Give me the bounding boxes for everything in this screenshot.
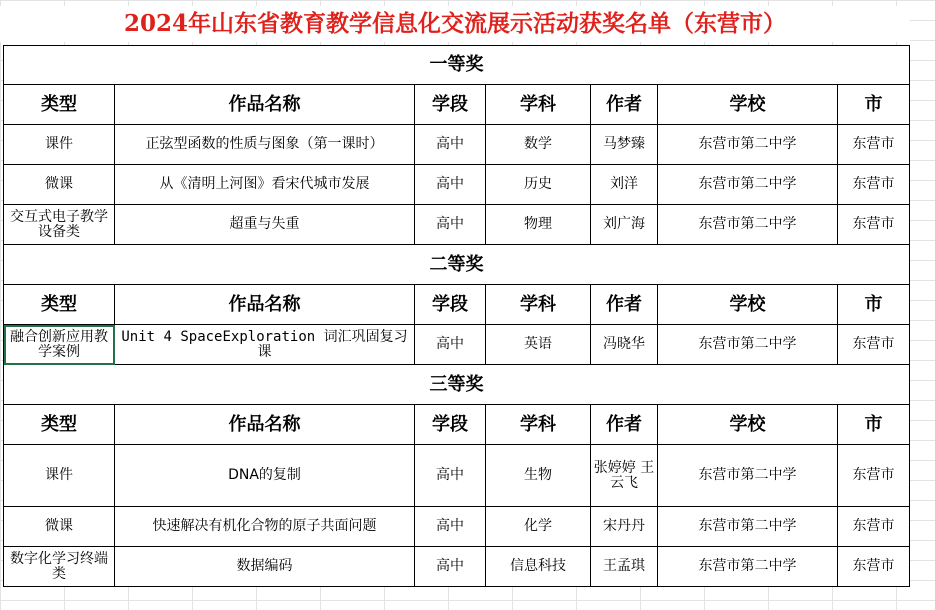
table-row: [4, 547, 910, 587]
table-row: [4, 125, 910, 165]
school-cell[interactable]: 东营市第二中学: [658, 125, 838, 165]
stage-cell[interactable]: 高中: [415, 165, 486, 205]
type-cell[interactable]: 交互式电子教学设备类: [4, 205, 115, 245]
column-header-stage[interactable]: 学段: [415, 405, 486, 445]
table-row: [4, 205, 910, 245]
prize-section-row: [4, 46, 910, 85]
work-name-cell[interactable]: Unit 4 SpaceExploration 词汇巩固复习课: [115, 325, 415, 365]
author-cell[interactable]: 马梦臻: [591, 125, 658, 165]
type-cell[interactable]: 数字化学习终端类: [4, 547, 115, 587]
prize-section-row: [4, 365, 910, 405]
subject-cell[interactable]: 英语: [486, 325, 591, 365]
author-cell[interactable]: 刘广海: [591, 205, 658, 245]
column-header-school[interactable]: 学校: [658, 85, 838, 125]
subject-cell[interactable]: 信息科技: [486, 547, 591, 587]
subject-cell[interactable]: 生物: [486, 445, 591, 507]
work-name-cell[interactable]: 数据编码: [115, 547, 415, 587]
column-header-row: [4, 85, 910, 125]
column-header-school[interactable]: 学校: [658, 405, 838, 445]
subject-cell[interactable]: 历史: [486, 165, 591, 205]
author-cell[interactable]: 刘洋: [591, 165, 658, 205]
school-cell[interactable]: 东营市第二中学: [658, 547, 838, 587]
type-cell[interactable]: 课件: [4, 445, 115, 507]
sheet-title: 2024年山东省教育教学信息化交流展示活动获奖名单（东营市）: [0, 6, 910, 42]
stage-cell[interactable]: 高中: [415, 325, 486, 365]
column-header-work-name[interactable]: 作品名称: [115, 405, 415, 445]
work-name-cell[interactable]: DNA的复制: [115, 445, 415, 507]
city-cell[interactable]: 东营市: [838, 165, 910, 205]
prize-level-label[interactable]: 三等奖: [4, 365, 910, 405]
stage-cell[interactable]: 高中: [415, 125, 486, 165]
column-header-work-name[interactable]: 作品名称: [115, 285, 415, 325]
stage-cell[interactable]: 高中: [415, 547, 486, 587]
column-header-type[interactable]: 类型: [4, 285, 115, 325]
subject-cell[interactable]: 物理: [486, 205, 591, 245]
stage-cell[interactable]: 高中: [415, 507, 486, 547]
column-header-subject[interactable]: 学科: [486, 85, 591, 125]
column-header-city[interactable]: 市: [838, 405, 910, 445]
work-name-cell[interactable]: 正弦型函数的性质与图象（第一课时）: [115, 125, 415, 165]
column-header-type[interactable]: 类型: [4, 405, 115, 445]
school-cell[interactable]: 东营市第二中学: [658, 205, 838, 245]
column-header-author[interactable]: 作者: [591, 85, 658, 125]
table-row: [4, 507, 910, 547]
prize-level-label[interactable]: 二等奖: [4, 245, 910, 285]
column-header-school[interactable]: 学校: [658, 285, 838, 325]
author-cell[interactable]: 冯晓华: [591, 325, 658, 365]
column-header-author[interactable]: 作者: [591, 405, 658, 445]
author-cell[interactable]: 张婷婷 王云飞: [591, 445, 658, 507]
school-cell[interactable]: 东营市第二中学: [658, 325, 838, 365]
school-cell[interactable]: 东营市第二中学: [658, 165, 838, 205]
stage-cell[interactable]: 高中: [415, 445, 486, 507]
awards-table: [3, 45, 910, 587]
city-cell[interactable]: 东营市: [838, 125, 910, 165]
column-header-city[interactable]: 市: [838, 85, 910, 125]
stage-cell[interactable]: 高中: [415, 205, 486, 245]
city-cell[interactable]: 东营市: [838, 507, 910, 547]
column-header-stage[interactable]: 学段: [415, 285, 486, 325]
type-cell[interactable]: 融合创新应用教学案例: [4, 325, 115, 365]
school-cell[interactable]: 东营市第二中学: [658, 445, 838, 507]
subject-cell[interactable]: 数学: [486, 125, 591, 165]
column-header-author[interactable]: 作者: [591, 285, 658, 325]
city-cell[interactable]: 东营市: [838, 325, 910, 365]
author-cell[interactable]: 王孟琪: [591, 547, 658, 587]
school-cell[interactable]: 东营市第二中学: [658, 507, 838, 547]
column-header-row: [4, 405, 910, 445]
table-row: [4, 325, 910, 365]
type-cell[interactable]: 课件: [4, 125, 115, 165]
table-row: [4, 445, 910, 507]
type-cell[interactable]: 微课: [4, 507, 115, 547]
table-row: [4, 165, 910, 205]
work-name-cell[interactable]: 从《清明上河图》看宋代城市发展: [115, 165, 415, 205]
column-header-stage[interactable]: 学段: [415, 85, 486, 125]
column-header-subject[interactable]: 学科: [486, 405, 591, 445]
work-name-cell[interactable]: 超重与失重: [115, 205, 415, 245]
city-cell[interactable]: 东营市: [838, 445, 910, 507]
prize-section-row: [4, 245, 910, 285]
column-header-city[interactable]: 市: [838, 285, 910, 325]
city-cell[interactable]: 东营市: [838, 547, 910, 587]
type-cell[interactable]: 微课: [4, 165, 115, 205]
column-header-work-name[interactable]: 作品名称: [115, 85, 415, 125]
column-header-subject[interactable]: 学科: [486, 285, 591, 325]
work-name-cell[interactable]: 快速解决有机化合物的原子共面问题: [115, 507, 415, 547]
city-cell[interactable]: 东营市: [838, 205, 910, 245]
prize-level-label[interactable]: 一等奖: [4, 46, 910, 85]
subject-cell[interactable]: 化学: [486, 507, 591, 547]
column-header-row: [4, 285, 910, 325]
author-cell[interactable]: 宋丹丹: [591, 507, 658, 547]
column-header-type[interactable]: 类型: [4, 85, 115, 125]
